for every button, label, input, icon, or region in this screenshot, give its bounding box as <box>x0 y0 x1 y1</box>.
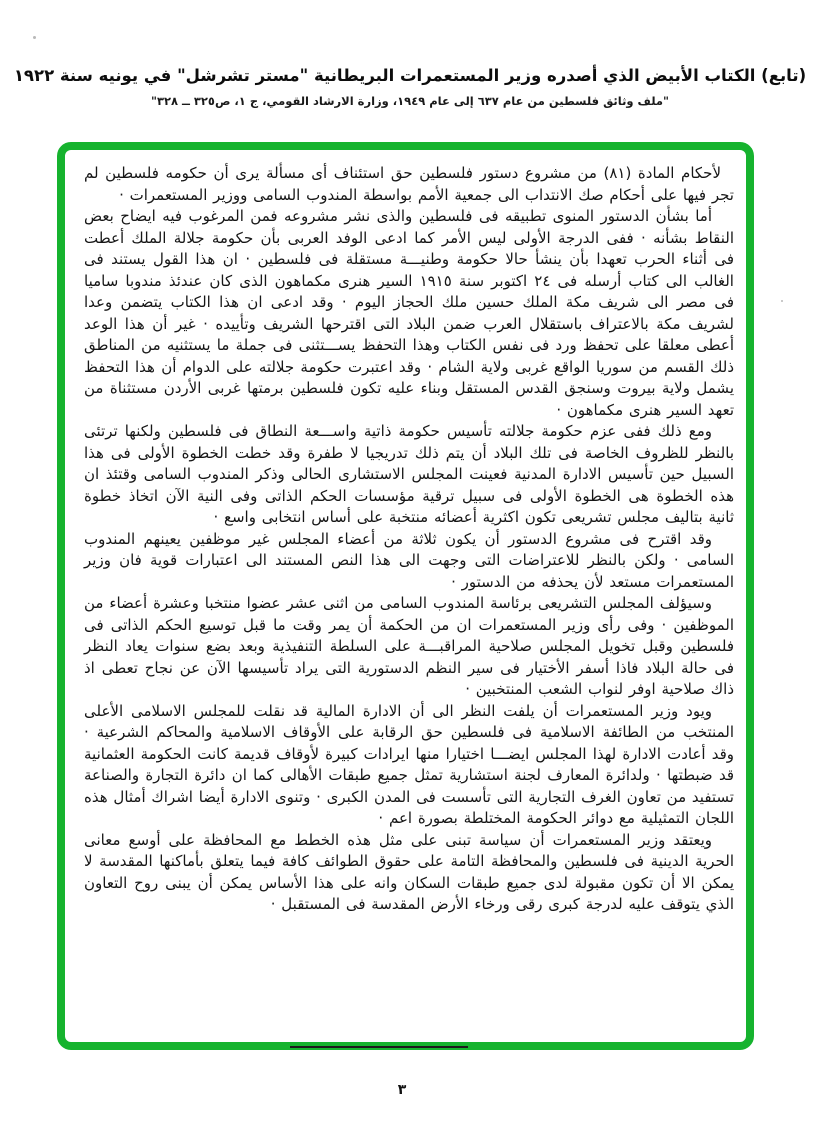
document-body <box>84 163 734 916</box>
scan-speck <box>33 36 36 39</box>
document-title: (تابع) الكتاب الأبيض الذي أصدره وزير المستعمرات البريطانية "مستر تشرشل" في يونيه سنة ١٩٢٢ <box>13 66 807 85</box>
page-number: ٣ <box>397 1082 407 1098</box>
document-paragraph: أما بشأن الدستور المنوى تطبيقه فى فلسطين والذى نشر مشروعه فمن المرغوب فيه ايضاح بعض النقاط بشأنه · ففى الدرجة الأولى ليس الأمر كما ادعى الوفد العربى بأن حكومة جلالة الملك أعطت فى أثناء الحرب تعهدا بأن ينشأ حالا حكومة وطنيـــة مستقلة فى فلسطين · ان هذا القول يستند فى الغالب الى كتاب أرسله فى ٢٤ اكتوبر سنة ١٩١٥ السير هنرى مكماهون الذى كان عندئذ مندوبا ساميا فى مصر الى شريف مكة الملك حسين ملك الحجاز اليوم · وقد ادعى ان هذا الكتاب يتضمن وعدا لشريف مكة بالاعتراف باستقلال العرب ضمن البلاد التى اقترحها الشريف وتأييده · غير أن هذا الوعد أعطى معلقا على تحفظ ورد فى نفس الكتاب وهذا التحفظ يســـتثنى فى جملة ما يستثنيه من المناطق ذلك القسم من سوريا الواقع غربى ولاية الشام · وقد اعتبرت حكومة جلالته على الدوام أن هذا التحفظ يشمل ولاية بيروت وسنجق القدس المستقل وبناء عليه تكون فلسطين برمتها غربى الأردن مستثناة من تعهد السير هنرى مكماهون · <box>84 207 734 419</box>
document-paragraph: لأحكام المادة (٨١) من مشروع دستور فلسطين حق استئناف أى مسألة يرى أن حكومه فلسطين لم تجر فيها على أحكام صك الانتداب الى جمعية الأمم بواسطة المندوب السامى ووزير المستعمرات · <box>84 164 734 204</box>
document-paragraph: ومع ذلك ففى عزم حكومة جلالته تأسيس حكومة ذاتية واســـعة النطاق فى فلسطين ولكنها ترتئى بالنظر للظروف الخاصة فى تلك البلاد أن يتم ذلك تدريجيا لا طفرة وقد خطت الخطوة الأولى فى هذا السبيل حين تأسيس الادارة المدنية فعينت المجلس الاستشارى الحالى وذكر المندوب السامى وقتئذ ان هذه الخطوة هى الخطوة الأولى فى سبيل ترقية مؤسسات الحكم الذاتى وفى النية الآن اتخاذ خطوة ثانية بتاليف مجلس تشريعى تكون اكثرية أعضائه منتخبة على أساس انتخابى واسع · <box>84 422 734 526</box>
document-paragraph: وسيؤلف المجلس التشريعى برئاسة المندوب السامى من اثنى عشر عضوا منتخبا وعشرة أعضاء من الموظفين · وفى رأى وزير المستعمرات ان من الحكمة أن يمر وقت ما قبل توسيع الحكم الذاتى فى فلسطين وقبل تخويل المجلس صلاحية المراقبـــة على السلطة التنفيذية وبعد بضع سنوات يعاد النظر فى حالة البلاد فاذا أسفر الأختيار فى سير النظم الدستورية التى يراد تأسيسها الآن عن نجاح تعطى اذ ذاك صلاحية اوفر لنواب الشعب المنتخبين · <box>84 594 734 698</box>
source-citation: "ملف وثائق فلسطين من عام ٦٣٧ إلى عام ١٩٤٩، وزارة الارشاد القومي، ج ١، ص٣٢٥ ــ ٣٢٨" <box>150 94 670 108</box>
end-divider-rule <box>290 1046 468 1048</box>
document-paragraph: ويود وزير المستعمرات أن يلفت النظر الى أن الادارة المالية قد نقلت للمجلس الاسلامى الأعلى المنتخب من الطائفة الاسلامية فى فلسطين حق الرقابة على الأوقاف الاسلامية والمحاكم الشرعية · وقد أعادت الادارة لهذا المجلس ايضـــا اختيارا منها ايرادات كبيرة لأوقاف قديمة كانت الحكومة العثمانية قد ضبطتها · ولدائرة المعارف لجنة استشارية تمثل جميع طبقات الأهالى كما ان دائرة التجارة والصناعة تستفيد من تعاون الغرف التجارية التى تأسست فى المدن الكبرى · وتنوى الادارة أيضا اشراك أمثال هذه اللجان التمثيلية مع دوائر الحكومة المختلطة بصورة اعم · <box>84 701 734 827</box>
page-header <box>0 66 820 108</box>
scan-speck <box>781 300 783 302</box>
document-paragraph: وقد اقترح فى مشروع الدستور أن يكون ثلاثة من أعضاء المجلس غير موظفين يعينهم المندوب السامى · ولكن بالنظر للاعتراضات التى وجهت الى هذا النص المستند الى اعتبارات قوية فان وزير المستعمرات مستعد لأن يحذفه من الدستور · <box>84 529 734 591</box>
document-paragraph: ويعتقد وزير المستعمرات أن سياسة تبنى على مثل هذه الخطط مع المحافظة على أوسع معانى الحرية الدينية فى فلسطين والمحافظة التامة على حقوق الطوائف كافة فيما يتعلق بأماكنها المقدسة لا يمكن الا أن تكون مقبولة لدى جميع طبقات السكان وانه على هذا الأساس يمكن أن يبنى روح التعاون الذي يتوقف عليه لدرجة كبرى رقى ورخاء الأرض المقدسة فى المستقبل · <box>84 830 734 913</box>
green-highlight-frame <box>57 142 754 1050</box>
